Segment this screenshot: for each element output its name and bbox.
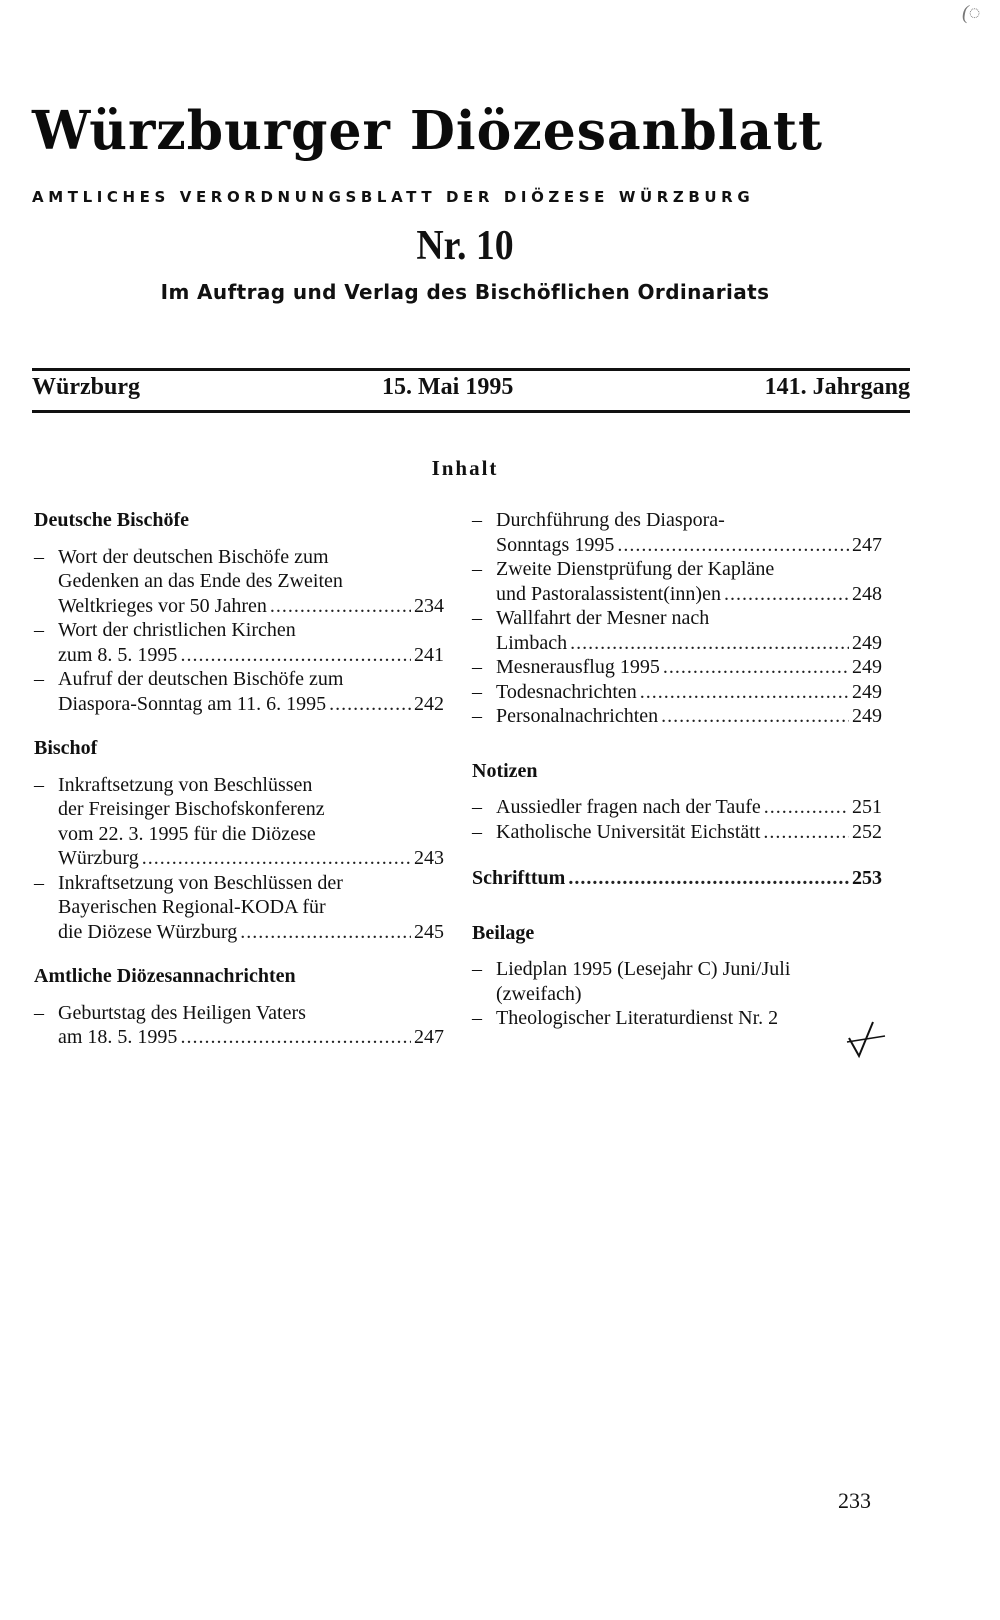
publisher-line: Im Auftrag und Verlag des Bischöflichen Ordinariats: [160, 280, 770, 304]
toc-entry-text: die Diözese Würzburg: [58, 920, 238, 943]
list-dash: –: [34, 773, 44, 796]
section-heading: Beilage: [472, 921, 535, 944]
toc-entry-line: Gedenken an das Ende des Zweiten: [58, 570, 343, 592]
issue-number: Nr. 10: [416, 223, 514, 269]
list-dash: –: [34, 871, 44, 894]
toc-entry-last-line: [496, 820, 882, 845]
section-heading: Deutsche Bischöfe: [34, 509, 189, 531]
toc-page-number: 242: [414, 692, 444, 715]
list-dash: –: [472, 509, 482, 531]
toc-entry-text: Todesnachrichten: [496, 680, 637, 703]
toc-entry-last-line: [496, 533, 882, 558]
toc-entry-line: der Freisinger Bischofskonferenz: [58, 798, 325, 820]
list-dash: –: [472, 705, 482, 727]
toc-entry-line: Theologischer Literaturdienst Nr. 2: [496, 1007, 779, 1029]
contents-right-column: [472, 508, 882, 1051]
dateline-place: Würzburg: [32, 374, 140, 400]
dot-leader: [661, 704, 849, 729]
toc-entry-text: Sonntags 1995: [496, 533, 615, 556]
toc-entry-last-line: [496, 582, 882, 607]
toc-page-number: 252: [852, 820, 882, 843]
toc-entry: [34, 545, 444, 619]
section-heading: Amtliche Diözesannachrichten: [34, 965, 296, 987]
dateline-volume: 141. Jahrgang: [764, 374, 910, 400]
toc-entry-last-line: [496, 680, 882, 705]
toc-entry-text: Aussiedler fragen nach der Taufe: [496, 796, 761, 818]
toc-entry-line: vom 22. 3. 1995 für die Diözese: [58, 822, 316, 845]
toc-page-number: 243: [414, 847, 444, 869]
handwritten-check-icon: [845, 1018, 889, 1060]
toc-entry-last-line: [58, 594, 444, 619]
toc-entry: [472, 1006, 882, 1031]
toc-entry-text: Personalnachrichten: [496, 705, 659, 727]
dot-leader: [568, 866, 849, 891]
list-dash: –: [472, 656, 482, 678]
toc-page-number: 249: [852, 680, 882, 703]
list-dash: –: [472, 607, 482, 629]
list-dash: –: [34, 619, 44, 641]
toc-entry-line: Wallfahrt der Mesner nach: [496, 607, 710, 629]
toc-entry-last-line: [496, 655, 882, 680]
corner-annotation: (◌: [962, 2, 981, 24]
toc-page-number: 247: [852, 533, 882, 556]
toc-entry-last-line: [58, 1025, 444, 1050]
toc-entry: [472, 606, 882, 655]
toc-entry-text: am 18. 5. 1995: [58, 1026, 178, 1048]
divider-bottom: [32, 410, 910, 413]
toc-page-number: 241: [414, 643, 444, 666]
toc-entry-line: Bayerischen Regional-KODA für: [58, 896, 326, 918]
dot-leader: [570, 631, 849, 656]
toc-page-number: 251: [852, 796, 882, 818]
dot-leader: [617, 533, 849, 558]
dateline-date: 15. Mai 1995: [382, 374, 514, 400]
section-heading: Notizen: [472, 759, 538, 782]
toc-section: [472, 759, 882, 845]
toc-entry-line: Wort der christlichen Kirchen: [58, 619, 296, 641]
dot-leader: [270, 594, 411, 619]
list-dash: –: [472, 680, 482, 703]
toc-entry-text: Weltkrieges vor 50 Jahren: [58, 594, 267, 617]
masthead-title: Würzburger Diözesanblatt: [32, 100, 823, 162]
dateline: [32, 374, 910, 408]
toc-page-number: 234: [414, 594, 444, 617]
toc-entry: [34, 871, 444, 945]
toc-entry-text: zum 8. 5. 1995: [58, 643, 178, 666]
list-dash: –: [472, 1007, 482, 1029]
toc-entry-line: Zweite Dienstprüfung der Kapläne: [496, 558, 775, 580]
dot-leader: [763, 820, 849, 845]
contents-left-column: [34, 508, 444, 1070]
toc-entry: [472, 508, 882, 557]
toc-section: [34, 736, 444, 944]
list-dash: –: [34, 668, 44, 690]
toc-page-number: 248: [852, 582, 882, 605]
dot-leader: [142, 846, 411, 871]
dot-leader: [663, 655, 849, 680]
list-dash: –: [472, 796, 482, 818]
toc-entry-last-line: [496, 795, 882, 820]
toc-entry-text: Katholische Universität Eichstätt: [496, 820, 761, 843]
toc-entry-last-line: [58, 643, 444, 668]
toc-entry: [34, 773, 444, 871]
toc-page-number: 245: [414, 920, 444, 943]
toc-entry: [472, 680, 882, 705]
toc-entry: [34, 667, 444, 716]
toc-entry-line: Wort der deutschen Bischöfe zum: [58, 545, 329, 568]
toc-entry-last-line: [58, 846, 444, 871]
toc-entry-line: Aufruf der deutschen Bischöfe zum: [58, 668, 344, 690]
list-dash: –: [472, 558, 482, 580]
divider-top: [32, 368, 910, 371]
dot-leader: [180, 1025, 411, 1050]
toc-section-schrifttum: [472, 866, 882, 891]
toc-page-number: 253: [852, 867, 882, 889]
toc-entry: [34, 1001, 444, 1050]
toc-entry-text: und Pastoralassistent(inn)en: [496, 582, 721, 605]
list-dash: –: [34, 545, 44, 568]
dot-leader: [724, 582, 849, 607]
toc-entry-line: Inkraftsetzung von Beschlüssen: [58, 773, 313, 796]
toc-entry: [472, 655, 882, 680]
toc-page-number: 247: [414, 1026, 444, 1048]
toc-page-number: 249: [852, 705, 882, 727]
toc-entry-line: Durchführung des Diaspora-: [496, 509, 725, 531]
toc-section: [472, 921, 882, 1031]
toc-entry-line: Geburtstag des Heiligen Vaters: [58, 1001, 306, 1024]
list-dash: –: [472, 820, 482, 843]
toc-entry: [472, 557, 882, 606]
toc-entry-text: Limbach: [496, 631, 568, 654]
section-heading: Schrifttum: [472, 867, 566, 889]
toc-entry-text: Würzburg: [58, 847, 139, 869]
toc-entry: [472, 795, 882, 820]
toc-section: [34, 508, 444, 716]
list-dash: –: [34, 1001, 44, 1024]
toc-entry: [472, 820, 882, 845]
dot-leader: [640, 680, 849, 705]
toc-section: [34, 964, 444, 1050]
toc-entry-line: (zweifach): [496, 982, 582, 1005]
dot-leader: [329, 692, 411, 717]
toc-entry-last-line: [496, 704, 882, 729]
toc-entry-last-line: [58, 920, 444, 945]
masthead-subtitle: AMTLICHES VERORDNUNGSBLATT DER DIÖZESE WÜRZBURG: [32, 188, 755, 206]
toc-entry-text: Diaspora-Sonntag am 11. 6. 1995: [58, 692, 327, 715]
toc-entry: [34, 618, 444, 667]
toc-entry-text: Mesnerausflug 1995: [496, 656, 660, 678]
toc-entry-line: Inkraftsetzung von Beschlüssen der: [58, 871, 343, 894]
toc-entry-last-line: [496, 631, 882, 656]
toc-page-number: 249: [852, 631, 882, 654]
toc-section-continued: [472, 508, 882, 729]
toc-entry-last-line: [58, 692, 444, 717]
dot-leader: [180, 643, 411, 668]
toc-page-number: 249: [852, 656, 882, 678]
toc-entry: [472, 957, 882, 1006]
list-dash: –: [472, 958, 482, 980]
dot-leader: [764, 795, 849, 820]
dot-leader: [240, 920, 411, 945]
section-heading: Bischof: [34, 737, 98, 759]
toc-entry: [472, 704, 882, 729]
contents-heading: Inhalt: [431, 456, 499, 480]
toc-entry-line: Liedplan 1995 (Lesejahr C) Juni/Juli: [496, 958, 791, 980]
page-number: 233: [838, 1488, 871, 1513]
